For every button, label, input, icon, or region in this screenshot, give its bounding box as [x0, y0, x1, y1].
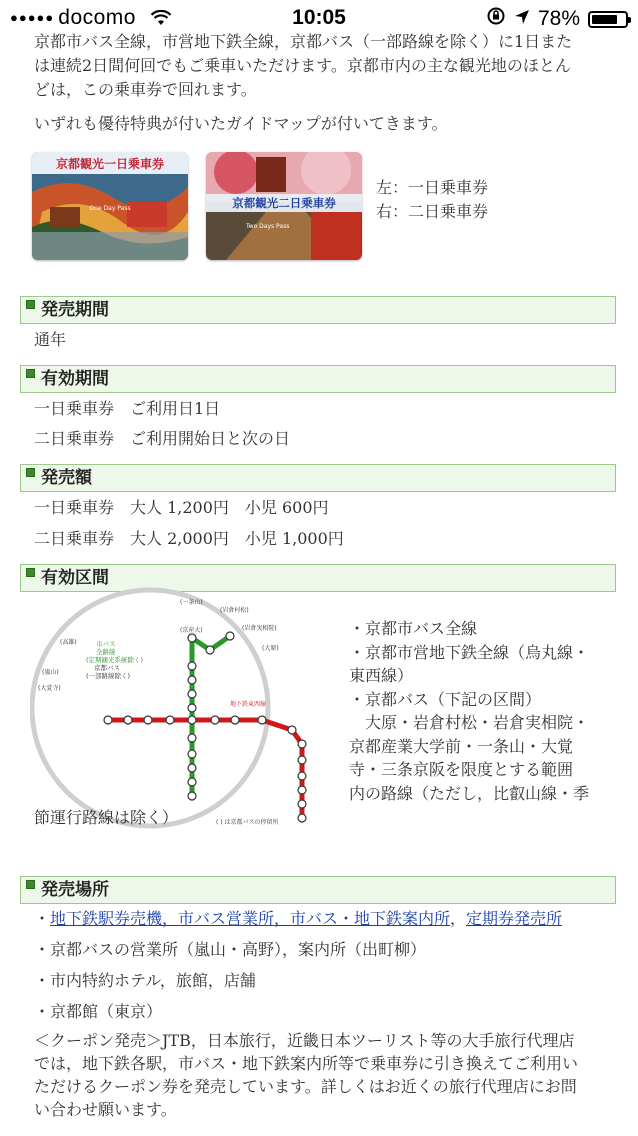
- valid-area-item: 寺・三条京阪を限度とする範囲: [349, 760, 574, 779]
- map-label: (大原): [262, 645, 279, 652]
- route-map-image: [30, 568, 330, 836]
- signal-dots: ●●●●●: [10, 10, 55, 25]
- page-content: [0, 26, 638, 136]
- coupon-line: ただけるクーポン券を発売しています。詳しくはお近くの旅行代理店にお問: [34, 1077, 577, 1096]
- sale-place-row: ・京都バスの営業所（嵐山・高野），案内所（出町柳）: [34, 940, 427, 959]
- svg-text:全路線: 全路線: [96, 648, 116, 656]
- section-header-sale-period: [20, 296, 616, 324]
- pass-caption: [376, 176, 488, 224]
- valid-area-list: [349, 617, 617, 805]
- valid-area-item: ・京都市バス全線: [349, 619, 478, 638]
- section-header-valid-period: [20, 365, 616, 393]
- intro-text: [34, 30, 616, 102]
- one-day-pass-title: 京都観光一日乗車券: [55, 157, 165, 171]
- one-day-pass-image: [32, 152, 188, 260]
- section-header-sale-places: [20, 876, 616, 904]
- section-title: 発売期間: [41, 300, 109, 320]
- map-label: (岩倉実相院): [242, 625, 277, 632]
- separator: ，: [450, 909, 467, 928]
- map-label: 地下鉄東西線: [230, 701, 267, 708]
- bullet-square-icon: [26, 300, 35, 309]
- commuter-pass-office-link[interactable]: 定期券発売所: [466, 909, 563, 928]
- valid-area-item: 東西線）: [349, 666, 414, 685]
- section-title: 有効区間: [41, 568, 109, 588]
- intro-line: どは，この乗車券で回れます。: [34, 80, 257, 99]
- section-title: 発売場所: [41, 880, 109, 900]
- valid-area-item: 大原・岩倉村松・岩倉実相院・: [349, 713, 590, 732]
- price-row: 二日乗車券 大人 2,000円 小児 1,000円: [34, 529, 344, 548]
- map-label: (大覚寺): [38, 685, 61, 692]
- intro-line: 京都市バス全線，市営地下鉄全線，京都バス（一部路線を除く）に1日また: [34, 32, 573, 51]
- section-header-price: [20, 464, 616, 492]
- price-row: 一日乗車券 大人 1,200円 小児 600円: [34, 498, 329, 517]
- bullet-square-icon: [26, 468, 35, 477]
- two-day-pass-image: [206, 152, 362, 260]
- map-note: ( ) は京都バスの停留所: [216, 819, 279, 826]
- svg-text:(一部路線除く): (一部路線除く): [86, 672, 131, 680]
- svg-text:市バス: 市バス: [96, 640, 116, 648]
- two-day-pass-title: 京都観光二日乗車券: [232, 196, 336, 210]
- pass-images: [32, 152, 632, 262]
- svg-text:(定期観光系統除く): (定期観光系統除く): [86, 656, 144, 664]
- bullet-square-icon: [26, 369, 35, 378]
- two-day-pass-subtitle: Two Days Pass: [246, 223, 290, 230]
- coupon-line: ＜クーポン発売＞JTB，日本旅行，近畿日本ツーリスト等の大手旅行代理店: [34, 1031, 575, 1050]
- sale-place-row: [34, 907, 562, 931]
- battery-icon: [588, 11, 628, 28]
- sale-place-row: ・京都館（東京）: [34, 1002, 163, 1021]
- coupon-line: い合わせ願います。: [34, 1100, 177, 1119]
- map-label: (一条山): [180, 599, 203, 606]
- valid-area-item: 京都産業大学前・一条山・大覚: [349, 736, 574, 756]
- valid-area-item: 内の路線（ただし，比叡山線・季: [349, 783, 590, 803]
- map-label: (嵐山): [42, 669, 59, 676]
- guide-map-note: いずれも優待特典が付いたガイドマップが付いてきます。: [34, 114, 448, 133]
- ticket-machine-link[interactable]: 地下鉄駅券売機，市バス営業所，市バス・地下鉄案内所: [50, 909, 451, 928]
- svg-text:京都バス: 京都バス: [94, 664, 120, 672]
- section-title: 有効期間: [41, 369, 109, 389]
- map-label: (京産大): [180, 627, 203, 634]
- section-title: 発売額: [41, 468, 92, 488]
- clock: 10:05: [292, 6, 346, 29]
- one-day-pass-subtitle: One Day Pass: [89, 205, 131, 212]
- map-label: (高雄): [60, 639, 77, 646]
- bullet: ・: [34, 909, 51, 928]
- sale-place-row: ・市内特約ホテル，旅館，店舗: [34, 971, 256, 990]
- intro-line: は連続2日間何回でもご乗車いただけます。京都市内の主な観光地のほとん: [34, 56, 571, 75]
- valid-period-row: 二日乗車券 ご利用開始日と次の日: [34, 429, 291, 448]
- bullet-square-icon: [26, 880, 35, 889]
- valid-area-continuation: 節運行路線は除く）: [34, 808, 179, 827]
- valid-area-item: ・京都市営地下鉄全線（烏丸線・: [349, 642, 590, 662]
- coupon-note: [34, 1029, 618, 1121]
- battery-percent: 78%: [537, 7, 580, 30]
- caption-left: 左：一日乗車券: [376, 178, 489, 197]
- coupon-line: では，地下鉄各駅，市バス・地下鉄案内所等で乗車券に引き換えてご利用い: [34, 1054, 579, 1073]
- valid-area-item: ・京都バス（下記の区間）: [349, 689, 542, 709]
- caption-right: 右：二日乗車券: [376, 202, 489, 221]
- carrier-name: docomo: [58, 6, 136, 29]
- sale-period-value: 通年: [34, 330, 67, 349]
- valid-period-row: 一日乗車券 ご利用日1日: [34, 399, 221, 418]
- map-label: (岩倉村松): [220, 607, 249, 614]
